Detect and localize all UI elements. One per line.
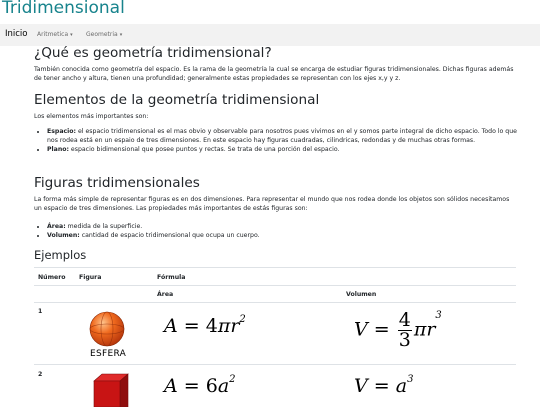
section-intro-figures: La forma más simple de representar figuras es en dos dimensiones. Para representar el mundo que nos rodea donde los objetos son sólidos necesitamos un espacio de tres dimensiones. Las propiedades más importantes de estás figuras son: (34, 196, 510, 212)
header-volume: Volumen (346, 291, 377, 298)
formula-coef: 4 (205, 315, 218, 337)
list-item (47, 146, 522, 155)
formula-exponent: 2 (239, 314, 246, 325)
figures-properties-list (34, 223, 522, 241)
header-area: Área (157, 291, 174, 298)
formula-eq: = (367, 318, 396, 341)
sphere-image (89, 311, 125, 347)
formula-symbol: a (395, 375, 408, 397)
nav-item-label: Aritmetica (37, 31, 69, 38)
area-formula-cube (164, 375, 236, 397)
sphere-label: ESFERA (90, 349, 127, 359)
volume-formula-cube (354, 375, 413, 397)
list-item-term: Plano: (47, 145, 69, 153)
nav-dropdown-aritmetica[interactable] (37, 31, 73, 38)
nav-item-label: Geometria (86, 31, 118, 38)
list-item-text: el espacio tridimensional es el mas obvio y observable para nosotros pues vivimos en el y somos parte integral de dicho espacio. Todo lo que nos rodea está en un espaio de tres dimensiones. En este espacio hay figuras cuadradas, cilindricas, redondas y de muchas otras formas. (47, 128, 517, 144)
caret-down-icon: ▾ (70, 32, 73, 38)
list-item-text: espacio bidimensional que posee puntos y rectas. Se trata de una porción del espacio. (68, 145, 340, 153)
elements-list (34, 128, 522, 155)
list-item-text: medida de la superficie. (65, 223, 143, 230)
list-item-text: cantidad de espacio tridimensional que ocupa un cuerpo. (79, 231, 260, 239)
row-number: 1 (38, 308, 43, 315)
list-item-term: Área: (47, 223, 66, 230)
nav-dropdown-geometria[interactable] (86, 31, 122, 38)
header-figure: Figura (79, 274, 102, 281)
formula-exponent: 2 (229, 374, 236, 385)
formula-symbol: πr (413, 318, 436, 341)
formula-symbol: a (217, 375, 230, 397)
section-title-what-is: ¿Qué es geometría tridimensional? (34, 45, 272, 61)
examples-table (34, 267, 516, 407)
formula-coef: 6 (205, 375, 218, 397)
section-title-examples: Ejemplos (34, 248, 87, 262)
section-intro-elements: Los elementos más importantes son: (34, 113, 149, 120)
formula-lhs: V (354, 375, 368, 397)
table-divider (34, 285, 516, 286)
formula-lhs: A (164, 315, 178, 337)
cube-image (90, 373, 130, 407)
formula-eq: = (177, 375, 206, 397)
list-item (47, 128, 522, 146)
formula-eq: = (367, 375, 396, 397)
nav-home-link[interactable]: Inicio (5, 29, 28, 39)
fraction-numerator: 4 (398, 309, 411, 331)
header-formula: Fórmula (157, 274, 186, 281)
row-number: 2 (38, 371, 43, 378)
area-formula-sphere (164, 315, 246, 337)
formula-lhs: V (354, 318, 368, 341)
caret-down-icon: ▾ (119, 32, 123, 38)
formula-symbol: πr (217, 315, 240, 337)
section-text-what-is: También conocida como geometría del espacio. Es la rama de la geometría la cual se encarga de estudiar figuras tridimensionales. Dichas figuras además de tener ancho y altura, tienen una profundidad; generalmente estas propiedades se representan con los ejes x,y y z. (34, 66, 514, 82)
volume-formula-sphere (354, 311, 442, 350)
table-border (34, 267, 516, 268)
header-number: Número (38, 274, 66, 281)
table-divider (34, 364, 516, 365)
list-item (47, 223, 522, 232)
fraction-denominator: 3 (398, 329, 411, 351)
formula-exponent: 3 (407, 374, 414, 385)
formula-fraction (398, 311, 412, 350)
formula-eq: = (177, 315, 206, 337)
section-title-elements: Elementos de la geometría tridimensional (34, 92, 320, 108)
list-item (47, 232, 522, 241)
navbar (0, 24, 540, 46)
site-title[interactable]: Tridimensional (2, 0, 125, 18)
table-divider (34, 302, 516, 303)
section-title-figures: Figuras tridimensionales (34, 175, 200, 191)
formula-exponent: 3 (435, 310, 442, 321)
formula-lhs: A (164, 375, 178, 397)
list-item-term: Espacio: (47, 128, 77, 135)
list-item-term: Volumen: (47, 231, 80, 239)
